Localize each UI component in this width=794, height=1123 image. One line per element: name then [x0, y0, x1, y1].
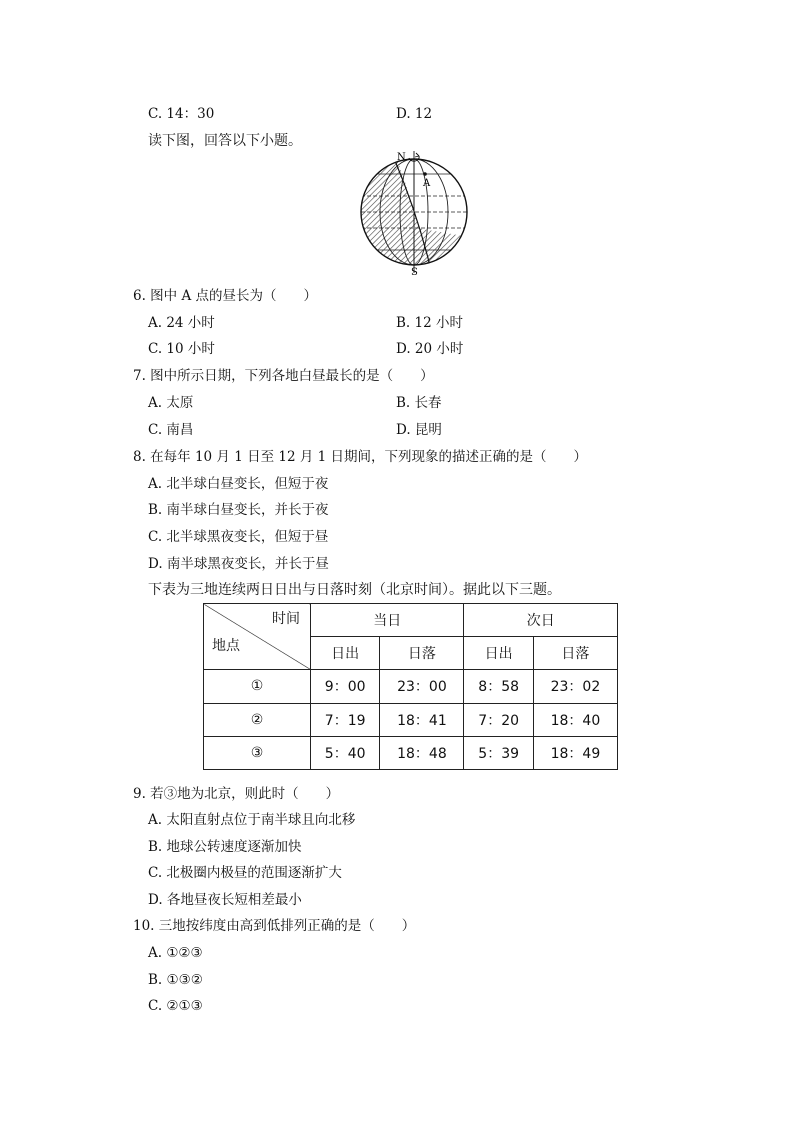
table-corner: [204, 604, 311, 670]
sunrise-sunset-table: [203, 603, 618, 770]
header-sunset: 日落: [380, 637, 464, 670]
q6-option-b[interactable]: B. 12 小时: [396, 315, 463, 331]
place-cell: ①: [204, 670, 311, 703]
table-row: [204, 670, 618, 703]
time-cell: 18：49: [533, 736, 617, 769]
q9-option-b[interactable]: B. 地球公转速度逐渐加快: [148, 839, 302, 855]
time-cell: 18：40: [533, 703, 617, 736]
time-cell: 18：48: [380, 736, 464, 769]
header-sunrise: 日出: [464, 637, 533, 670]
table-intro: 下表为三地连续两日日出与日落时刻（北京时间）。据此以下三题。: [148, 582, 561, 598]
q6-stem: 6. 图中 A 点的昼长为（ ）: [133, 288, 318, 304]
header-day2: 次日: [464, 604, 618, 637]
time-cell: 23：02: [533, 670, 617, 703]
time-cell: 5：40: [311, 736, 380, 769]
q8-option-b[interactable]: B. 南半球白昼变长，并长于夜: [148, 502, 329, 518]
option-c: C. 14：30: [148, 106, 215, 122]
time-cell: 9：00: [311, 670, 380, 703]
time-cell: 18：41: [380, 703, 464, 736]
night-wedge: [417, 228, 475, 276]
place-cell: ③: [204, 736, 311, 769]
q7-option-a[interactable]: A. 太原: [148, 395, 194, 411]
q8-option-d[interactable]: D. 南半球黑夜变长，并长于昼: [148, 556, 329, 572]
corner-time-label: 时间: [272, 611, 300, 627]
q9-option-d[interactable]: D. 各地昼夜长短相差最小: [148, 892, 302, 908]
q6-option-d[interactable]: D. 20 小时: [396, 341, 464, 357]
q8-option-c[interactable]: C. 北半球黑夜变长，但短于昼: [148, 529, 329, 545]
south-label: S: [411, 267, 418, 276]
q7-stem: 7. 图中所示日期，下列各地白昼最长的是（ ）: [133, 368, 434, 384]
table-row: [204, 736, 618, 769]
q10-option-b[interactable]: B. ①③②: [148, 972, 203, 988]
q6-option-a[interactable]: A. 24 小时: [148, 315, 215, 331]
q7-option-c[interactable]: C. 南昌: [148, 422, 194, 438]
q8-option-a[interactable]: A. 北半球白昼变长，但短于夜: [148, 476, 329, 492]
corner-place-label: 地点: [212, 638, 240, 655]
q10-stem: 10. 三地按纬度由高到低排列正确的是（ ）: [133, 918, 416, 934]
north-label: N: [397, 152, 406, 163]
header-sunset: 日落: [533, 637, 617, 670]
q9-stem: 9. 若③地为北京，则此时（ ）: [133, 786, 340, 802]
q10-option-c[interactable]: C. ②①③: [148, 998, 203, 1014]
time-cell: 7：20: [464, 703, 533, 736]
header-sunrise: 日出: [311, 637, 380, 670]
globe-diagram: [355, 148, 475, 276]
table-row: [204, 703, 618, 736]
q7-option-d[interactable]: D. 昆明: [396, 422, 442, 438]
q7-option-b[interactable]: B. 长春: [396, 395, 442, 411]
q9-option-a[interactable]: A. 太阳直射点位于南半球且向北移: [148, 812, 356, 828]
option-d: D. 12: [396, 106, 433, 122]
time-cell: 23：00: [380, 670, 464, 703]
q10-option-a[interactable]: A. ①②③: [148, 945, 203, 961]
time-cell: 8：58: [464, 670, 533, 703]
header-day1: 当日: [311, 604, 464, 637]
q9-option-c[interactable]: C. 北极圈内极昼的范围逐渐扩大: [148, 865, 342, 881]
place-cell: ②: [204, 703, 311, 736]
point-a-label: A: [423, 178, 431, 189]
q8-stem: 8. 在每年 10 月 1 日至 12 月 1 日期间，下列现象的描述正确的是（ ）: [133, 449, 588, 465]
figure-intro: 读下图，回答以下小题。: [148, 133, 302, 149]
q6-option-c[interactable]: C. 10 小时: [148, 341, 215, 357]
time-cell: 7：19: [311, 703, 380, 736]
time-cell: 5：39: [464, 736, 533, 769]
